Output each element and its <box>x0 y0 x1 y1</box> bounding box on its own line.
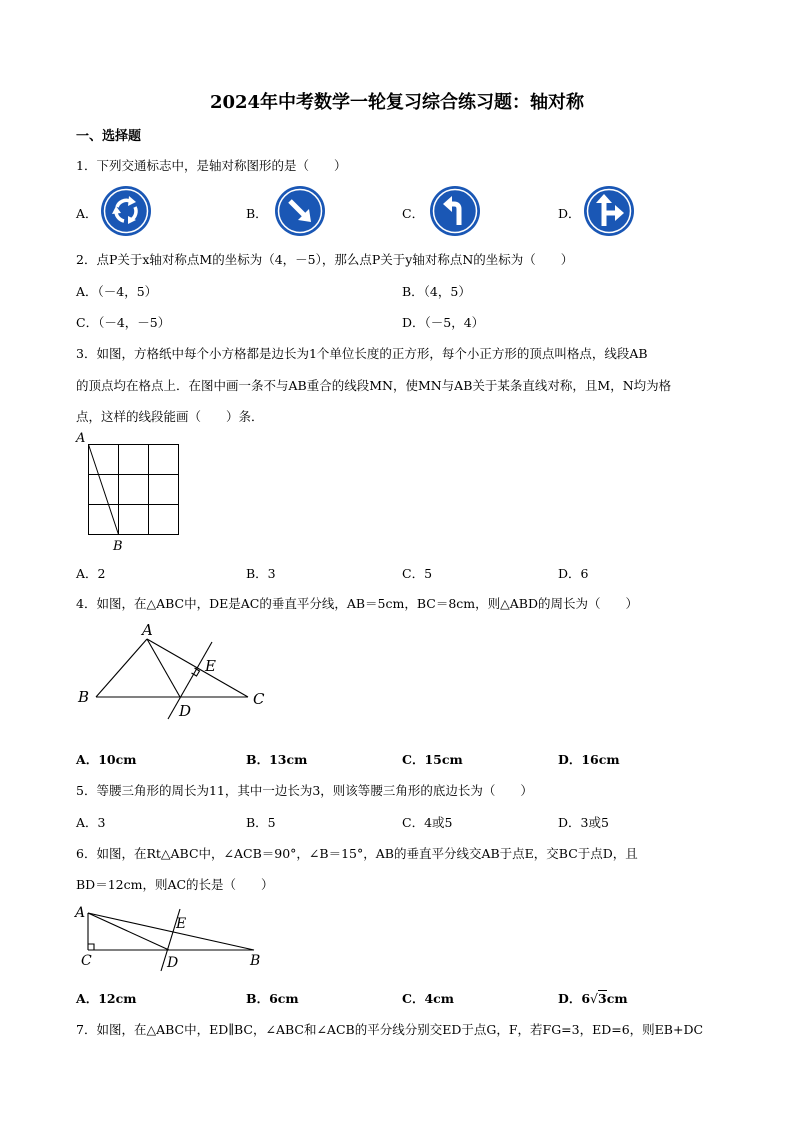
q2-option-d: D．（－5，4） <box>402 315 485 330</box>
q2-option-a: A．（－4，5） <box>76 284 158 299</box>
straight-or-right-sign-icon <box>583 185 635 237</box>
question-2-stem: 2．点P关于x轴对称点M的坐标为（4，－5），那么点P关于y轴对称点N的坐标为（ ） <box>76 252 574 267</box>
roundabout-sign-icon <box>100 185 152 237</box>
q4-triangle-figure <box>72 622 272 728</box>
question-5-stem: 5．等腰三角形的周长为11，其中一边长为3，则该等腰三角形的底边长为（ ） <box>76 783 533 798</box>
q4-option-b: B．13cm <box>246 752 308 767</box>
q6-option-d-radicand: 3 <box>598 991 607 1006</box>
q4-option-c: C．15cm <box>402 752 463 767</box>
q1-option-d-label: D． <box>558 206 581 221</box>
q5-option-d: D．3或5 <box>558 815 609 830</box>
q3-label-b: B <box>113 539 123 554</box>
question-3-line-3: 点，这样的线段能画（ ）条． <box>76 409 264 424</box>
question-3-line-2: 的顶点均在格点上．在图中画一条不与AB重合的线段MN，使MN与AB关于某条直线对称，且M，N均为格 <box>76 378 672 393</box>
question-4-stem: 4．如图，在△ABC中，DE是AC的垂直平分线，AB＝5cm，BC＝8cm，则△ABD的周长为（ ） <box>76 596 638 611</box>
q1-option-b-label: B． <box>246 206 268 221</box>
q6-label-b: B <box>250 953 261 969</box>
section-heading: 一、选择题 <box>76 129 142 144</box>
q6-label-a: A <box>75 905 86 921</box>
q6-option-a: A．12cm <box>76 991 137 1006</box>
q3-grid-figure <box>72 428 187 554</box>
q6-right-triangle-figure <box>72 900 272 974</box>
q2-option-b: B．（4，5） <box>402 284 471 299</box>
q6-option-b: B．6cm <box>246 991 299 1006</box>
q4-option-a: A．10cm <box>76 752 137 767</box>
q3-label-a: A <box>76 431 86 446</box>
q1-option-a-label: A． <box>76 206 98 221</box>
turn-left-sign-icon <box>429 185 481 237</box>
q5-option-b: B．5 <box>246 815 276 830</box>
question-6-line-2: BD＝12cm，则AC的长是（ ） <box>76 877 274 892</box>
page-title: 2024年中考数学一轮复习综合练习题：轴对称 <box>209 92 585 113</box>
q5-option-c: C．4或5 <box>402 815 453 830</box>
q6-option-d: D．6√3cm <box>558 991 628 1006</box>
q1-option-c-label: C． <box>402 206 425 221</box>
q4-label-a: A <box>142 622 153 639</box>
q5-option-a: A．3 <box>76 815 106 830</box>
q3-option-a: A．2 <box>76 566 106 581</box>
q2-option-c: C．（－4，－5） <box>76 315 171 330</box>
q4-option-d: D．16cm <box>558 752 620 767</box>
q3-option-d: D．6 <box>558 566 589 581</box>
q4-label-b: B <box>78 688 90 706</box>
q4-label-c: C <box>253 690 265 708</box>
diagonal-arrow-sign-icon <box>274 185 326 237</box>
question-6-line-1: 6．如图，在Rt△ABC中，∠ACB＝90°，∠B＝15°，AB的垂直平分线交AB于点E，交BC于点D，且 <box>76 846 638 861</box>
q6-label-c: C <box>81 953 92 969</box>
q4-label-e: E <box>205 657 216 675</box>
q3-option-c: C．5 <box>402 566 433 581</box>
question-1-stem: 1．下列交通标志中，是轴对称图形的是（ ） <box>76 158 347 173</box>
question-7-stem: 7．如图，在△ABC中，ED∥BC，∠ABC和∠ACB的平分线分别交ED于点G，F，若FG=3，ED=6，则EB+DC <box>76 1022 704 1037</box>
q6-label-e: E <box>176 916 187 932</box>
q6-option-c: C．4cm <box>402 991 454 1006</box>
q4-label-d: D <box>179 702 192 720</box>
q6-label-d: D <box>167 955 179 971</box>
q6-option-d-suffix: cm <box>606 991 628 1006</box>
question-3-line-1: 3．如图，方格纸中每个小方格都是边长为1个单位长度的正方形，每个小正方形的顶点叫格点，线段AB <box>76 346 648 361</box>
q3-option-b: B．3 <box>246 566 276 581</box>
q6-option-d-prefix: D．6 <box>558 991 591 1006</box>
